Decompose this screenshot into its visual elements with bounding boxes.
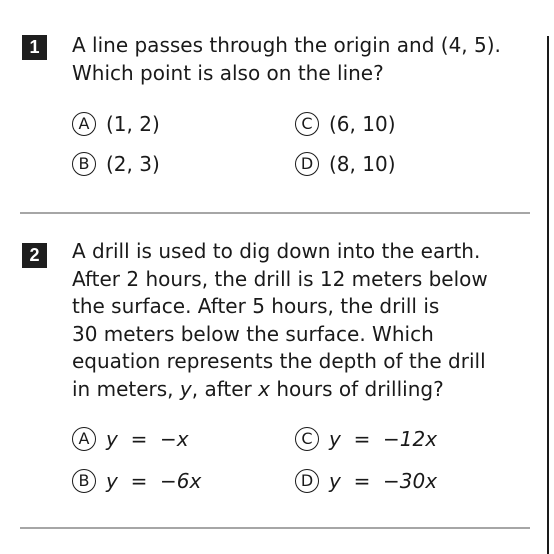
- choice-text: (2, 3): [106, 152, 160, 176]
- answer-choice-b[interactable]: [72, 469, 201, 493]
- equals-sign: =: [353, 469, 371, 493]
- answer-choice-a[interactable]: [72, 112, 160, 136]
- stem-text: , after: [191, 376, 252, 401]
- choice-bubble-c[interactable]: C: [295, 427, 319, 451]
- choice-bubble-b[interactable]: B: [72, 469, 96, 493]
- right-margin-rule: [547, 36, 549, 554]
- variable-x: x: [258, 376, 270, 401]
- choice-equation: [106, 469, 201, 493]
- stem-line: 30 meters below the surface. Which: [72, 321, 434, 346]
- answer-choice-a[interactable]: [72, 427, 189, 451]
- answer-choice-c[interactable]: [295, 427, 437, 451]
- equation-rhs: −12x: [383, 427, 438, 451]
- question-number-badge: 2: [22, 243, 47, 268]
- variable-y: y: [179, 376, 192, 401]
- stem-text: hours of drilling?: [276, 376, 444, 401]
- question-divider: [20, 212, 530, 214]
- choice-equation: [329, 427, 437, 451]
- choice-bubble-a[interactable]: A: [72, 427, 96, 451]
- choice-text: (8, 10): [329, 152, 396, 176]
- stem-line: Which point is also on the line?: [72, 60, 384, 85]
- question-divider: [20, 527, 530, 529]
- answer-choice-c[interactable]: [295, 112, 396, 136]
- answer-choice-d[interactable]: [295, 469, 437, 493]
- equation-rhs: −x: [160, 427, 189, 451]
- choice-equation: [329, 469, 437, 493]
- equation-variable: y: [329, 427, 341, 451]
- question-stem: [72, 32, 501, 87]
- question-number-badge: 1: [22, 35, 47, 60]
- equation-rhs: −6x: [160, 469, 202, 493]
- choice-bubble-a[interactable]: A: [72, 112, 96, 136]
- stem-line: After 2 hours, the drill is 12 meters below: [72, 266, 488, 291]
- equation-variable: y: [106, 427, 118, 451]
- stem-line: the surface. After 5 hours, the drill is: [72, 294, 440, 318]
- answer-choice-d[interactable]: [295, 152, 396, 176]
- equals-sign: =: [130, 427, 148, 451]
- equation-rhs: −30x: [383, 469, 438, 493]
- stem-text: in meters,: [72, 376, 174, 401]
- choice-text: (1, 2): [106, 112, 160, 136]
- choice-bubble-c[interactable]: C: [295, 112, 319, 136]
- choice-bubble-d[interactable]: D: [295, 469, 319, 493]
- stem-line: [72, 376, 488, 404]
- choice-equation: [106, 427, 189, 451]
- equation-variable: y: [106, 469, 118, 493]
- choice-text: (6, 10): [329, 112, 396, 136]
- stem-line: A line passes through the origin and (4, 5).: [72, 33, 501, 57]
- equation-variable: y: [329, 469, 341, 493]
- stem-line: A drill is used to dig down into the earth.: [72, 239, 481, 263]
- equals-sign: =: [353, 427, 371, 451]
- stem-line: equation represents the depth of the drill: [72, 349, 486, 373]
- question-stem: [72, 238, 488, 403]
- equals-sign: =: [130, 469, 148, 493]
- choice-bubble-b[interactable]: B: [72, 152, 96, 176]
- answer-choice-b[interactable]: [72, 152, 160, 176]
- choice-bubble-d[interactable]: D: [295, 152, 319, 176]
